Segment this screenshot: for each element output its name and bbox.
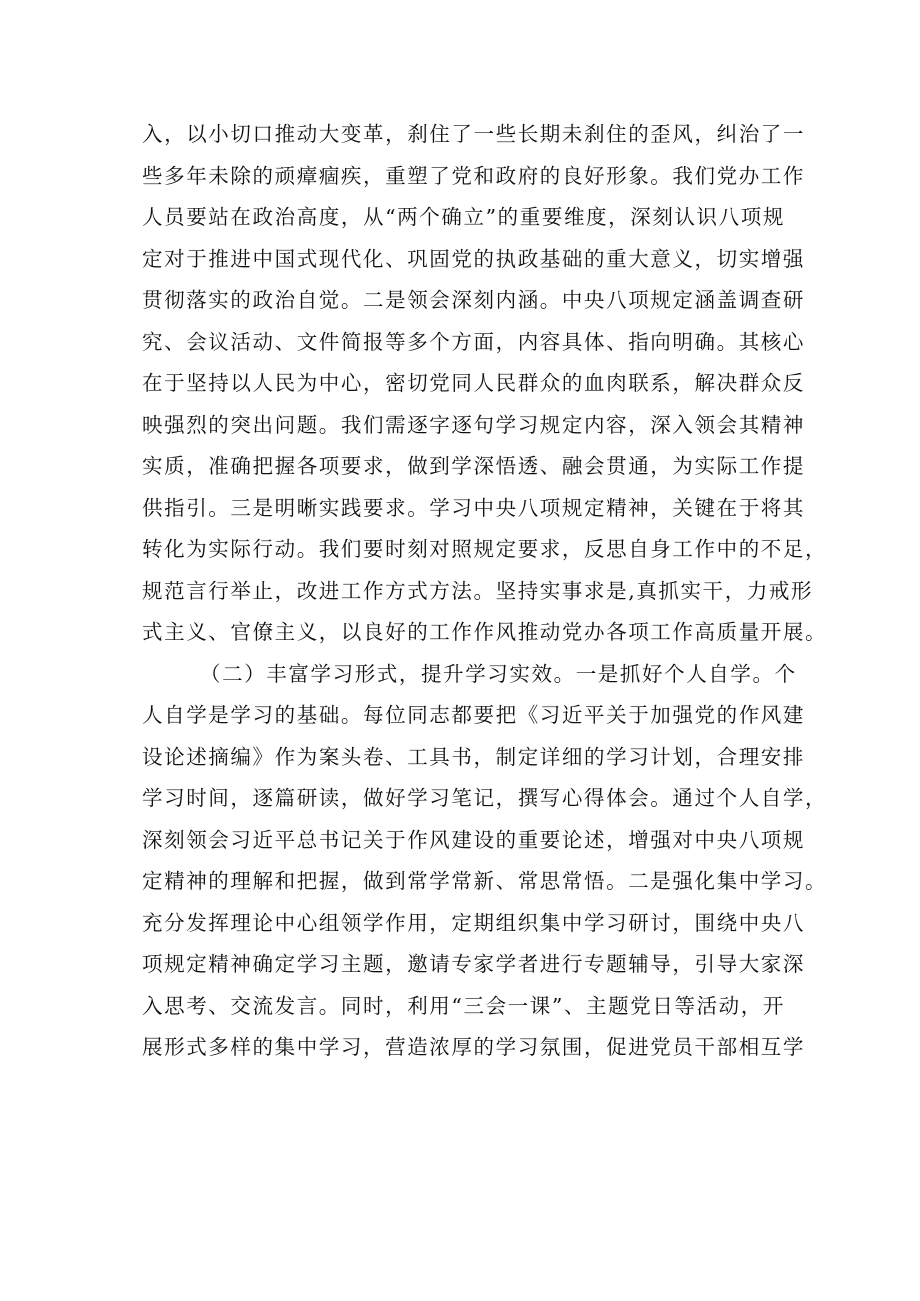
text-line: 人自学是学习的基础。每位同志都要把《习近平关于加强党的作风建 — [142, 703, 805, 727]
text-line: 人员要站在政治高度，从“两个确立”的重要维度，深刻认识八项规 — [142, 205, 785, 229]
text-line: 些多年未除的顽瘴痼疾，重塑了党和政府的良好形象。我们党办工作 — [142, 163, 805, 188]
text-line: 项规定精神确定学习主题，邀请专家学者进行专题辅导，引导大家深 — [142, 952, 805, 976]
text-line: 学习时间，逐篇研读，做好学习笔记，撰写心得体会。通过个人自学， — [142, 786, 828, 810]
text-line: 深刻领会习近平总书记关于作风建设的重要论述，增强对中央八项规 — [142, 827, 805, 852]
text-line: 究、会议活动、文件简报等多个方面，内容具体、指向明确。其核心 — [142, 329, 805, 354]
text-line: 映强烈的突出问题。我们需逐字逐句学习规定内容，深入领会其精神 — [142, 412, 805, 437]
text-line: 入，以小切口推动大变革，刹住了一些长期未刹住的歪风，纠治了一 — [142, 122, 805, 146]
text-line: 入思考、交流发言。同时，利用“三会一课”、主题党日等活动，开 — [142, 993, 785, 1018]
body-text — [142, 114, 828, 1069]
text-line: 定精神的理解和把握，做到常学常新、常思常悟。二是强化集中学习。 — [142, 869, 828, 893]
text-line: 在于坚持以人民为中心，密切党同人民群众的血肉联系，解决群众反 — [142, 371, 805, 395]
text-line: 设论述摘编》作为案头卷、工具书，制定详细的学习计划，合理安排 — [142, 744, 805, 769]
text-line: 式主义、官僚主义，以良好的工作作风推动党办各项工作高质量开展。 — [142, 620, 828, 644]
text-line: 充分发挥理论中心组领学作用，定期组织集中学习研讨，围绕中央八 — [142, 910, 805, 935]
text-line: 实质，准确把握各项要求，做到学深悟透、融会贯通，为实际工作提 — [142, 454, 805, 478]
text-line: 贯彻落实的政治自觉。二是领会深刻内涵。中央八项规定涵盖调查研 — [142, 288, 805, 312]
text-line: 展形式多样的集中学习，营造浓厚的学习氛围，促进党员干部相互学 — [142, 1035, 805, 1059]
text-line: 规范言行举止，改进工作方式方法。坚持实事求是,真抓实干，力戒形 — [142, 578, 814, 603]
text-line: 供指引。三是明晰实践要求。学习中央八项规定精神，关键在于将其 — [142, 495, 805, 520]
text-line: 定对于推进中国式现代化、巩固党的执政基础的重大意义，切实增强 — [142, 246, 805, 271]
paragraph-heading-line: （二）丰富学习形式，提升学习实效。一是抓好个人自学。个 — [200, 661, 797, 686]
text-line: 转化为实际行动。我们要时刻对照规定要求，反思自身工作中的不足， — [142, 537, 828, 561]
